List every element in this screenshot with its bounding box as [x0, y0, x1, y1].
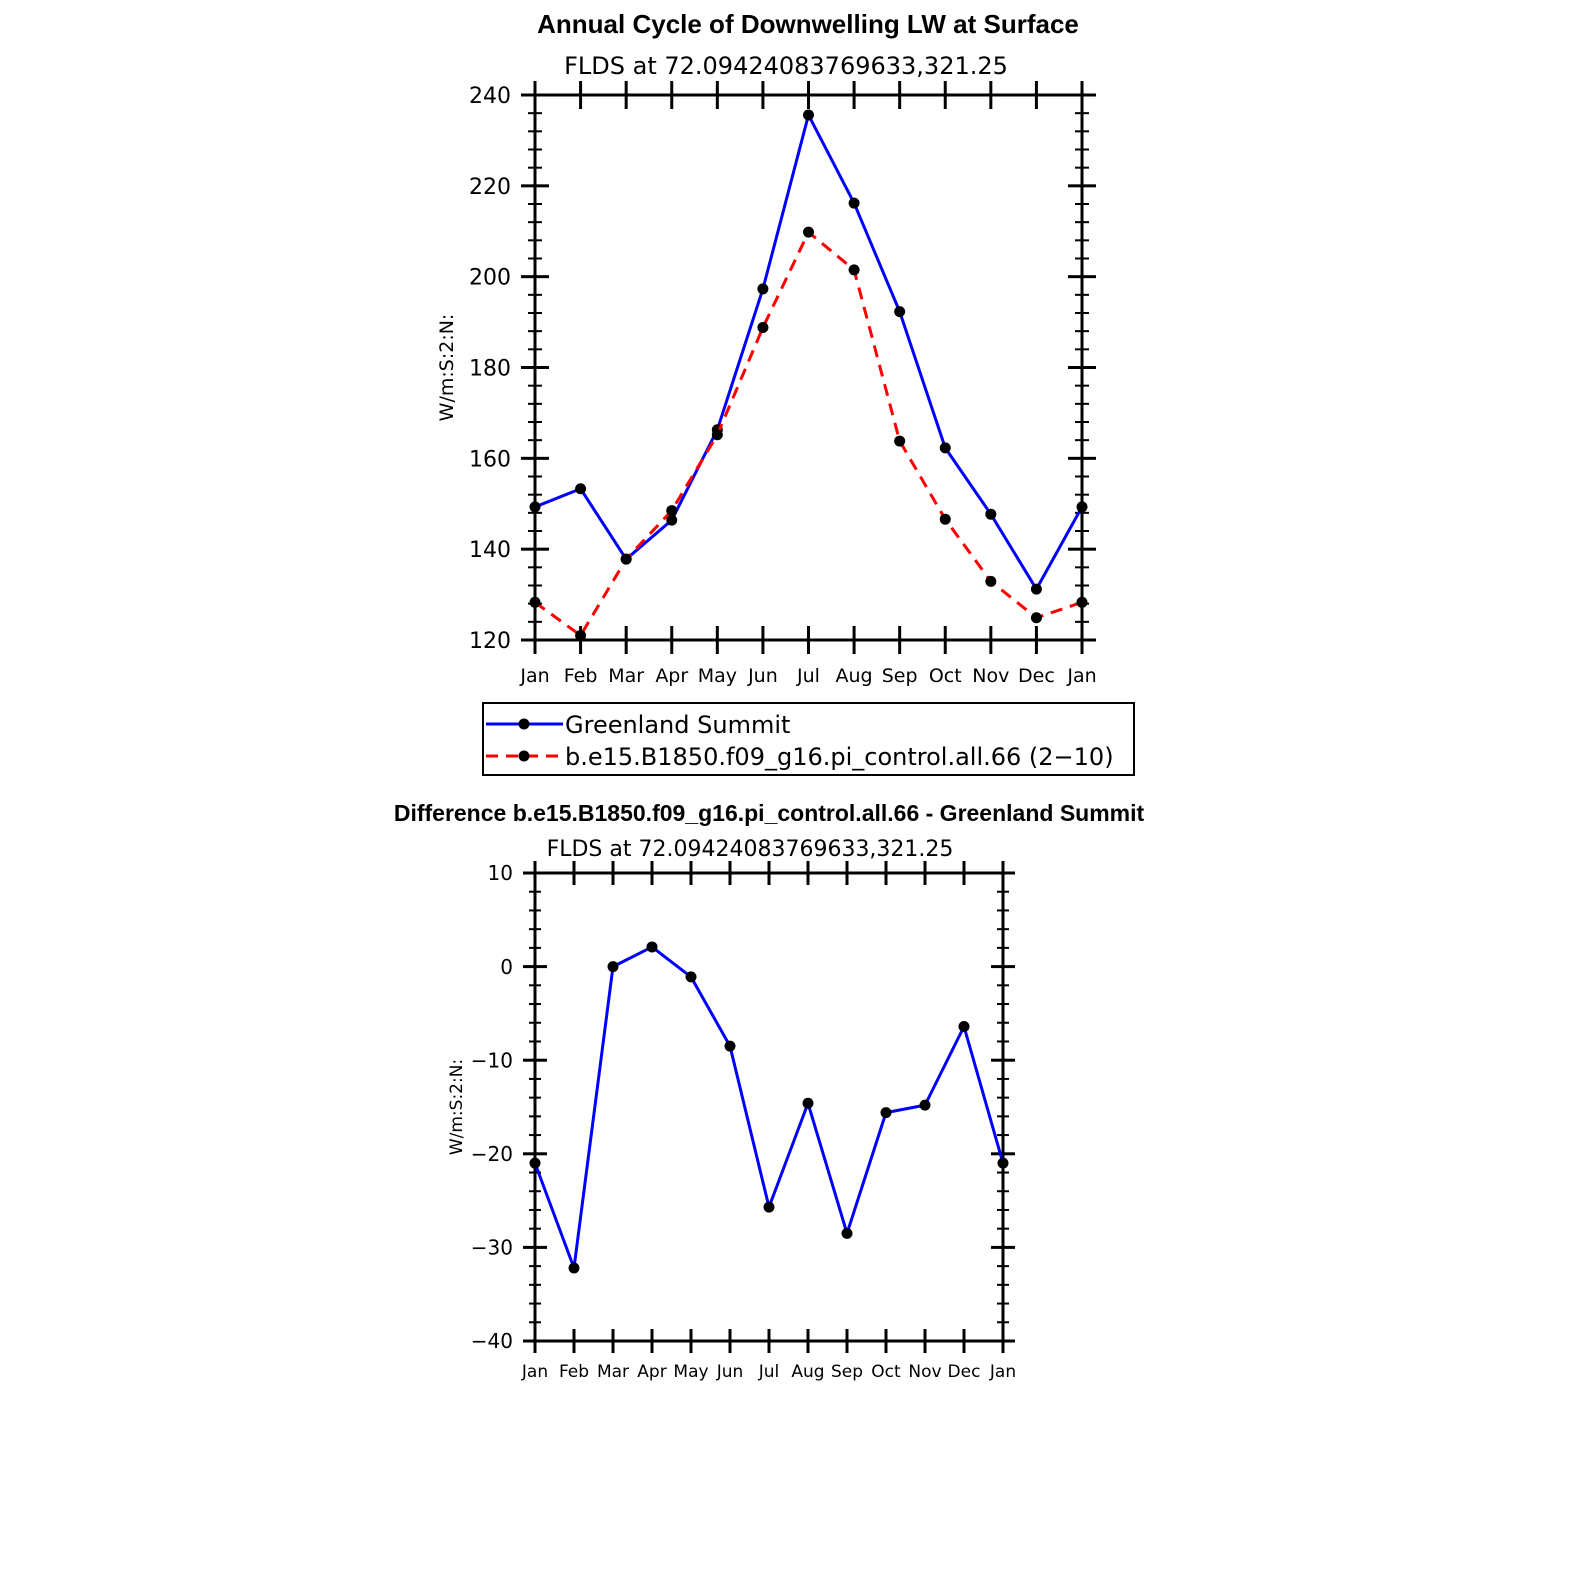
y-tick-label: −20 — [470, 1142, 513, 1166]
x-tick-label: Feb — [558, 1362, 590, 1382]
x-tick-label: Jan — [1067, 665, 1097, 687]
series-line-2 — [535, 232, 1082, 635]
y-tick-label: 180 — [469, 356, 511, 382]
series-1-point — [881, 1107, 892, 1118]
x-tick-label: Apr — [655, 665, 689, 687]
series-1-point — [686, 971, 697, 982]
legend-marker-2 — [519, 751, 530, 762]
series-2-point — [530, 597, 541, 608]
legend-marker-1 — [519, 719, 530, 730]
series-2-point — [712, 429, 723, 440]
chart-title: Annual Cycle of Downwelling LW at Surface — [537, 9, 1079, 39]
series-2-point — [757, 322, 768, 333]
y-axis-label: W/m:S:2:N: — [436, 313, 458, 422]
y-tick-label: 0 — [500, 954, 513, 979]
x-tick-label: May — [697, 665, 737, 687]
x-tick-label: Oct — [928, 665, 962, 687]
x-tick-label: Oct — [871, 1362, 901, 1382]
series-1-point — [803, 109, 814, 120]
x-tick-label: Jan — [521, 1362, 549, 1382]
y-tick-label: 160 — [469, 447, 511, 473]
x-tick-label: Jul — [797, 665, 820, 687]
x-tick-label: Mar — [596, 1362, 630, 1382]
series-1-point — [842, 1228, 853, 1239]
series-1-point — [569, 1262, 580, 1273]
series-1-point — [849, 198, 860, 209]
series-2-point — [1077, 597, 1088, 608]
legend-label-2: b.e15.B1850.f09_g16.pi_control.all.66 (2−10) — [565, 743, 1114, 771]
series-1-point — [998, 1158, 1009, 1169]
chart-subtitle: FLDS at 72.09424083769633,321.25 — [546, 837, 954, 862]
y-tick-label: 140 — [469, 538, 511, 564]
y-tick-label: 200 — [469, 265, 511, 291]
series-1-point — [959, 1021, 970, 1032]
x-tick-label: Mar — [608, 665, 645, 687]
series-1-point — [764, 1202, 775, 1213]
series-1-point — [530, 501, 541, 512]
x-tick-label: Apr — [637, 1362, 667, 1382]
x-tick-label: Nov — [908, 1362, 942, 1382]
series-1-point — [575, 483, 586, 494]
chart-title: Difference b.e15.B1850.f09_g16.pi_control.all.66 - Greenland Summit — [393, 800, 1145, 826]
series-1-point — [920, 1100, 931, 1111]
series-line-1 — [535, 947, 1003, 1268]
series-1-point — [894, 306, 905, 317]
series-line-1 — [535, 115, 1082, 589]
series-2-point — [666, 505, 677, 516]
chart-1 — [436, 9, 1134, 775]
series-1-point — [725, 1041, 736, 1052]
y-tick-label: −10 — [470, 1048, 513, 1073]
series-2-point — [940, 514, 951, 525]
x-tick-label: Jul — [758, 1362, 780, 1382]
x-tick-label: Jan — [520, 665, 550, 687]
series-1-point — [803, 1098, 814, 1109]
y-tick-label: 120 — [469, 628, 511, 654]
series-1-point — [1031, 584, 1042, 595]
x-tick-label: Jun — [748, 665, 778, 687]
x-tick-label: Sep — [830, 1362, 864, 1382]
chart-subtitle: FLDS at 72.09424083769633,321.25 — [564, 52, 1008, 80]
series-2-point — [621, 554, 632, 565]
x-tick-label: Dec — [947, 1362, 981, 1382]
series-2-point — [803, 227, 814, 238]
series-2-point — [894, 436, 905, 447]
series-2-point — [575, 630, 586, 641]
x-tick-label: Sep — [881, 665, 918, 687]
x-tick-label: May — [673, 1362, 709, 1382]
x-tick-label: Feb — [563, 665, 598, 687]
x-tick-label: Aug — [835, 665, 873, 687]
series-2-point — [985, 576, 996, 587]
plot-frame — [535, 873, 1003, 1341]
series-1-point — [757, 283, 768, 294]
legend-label-1: Greenland Summit — [565, 711, 791, 739]
series-1-point — [1077, 501, 1088, 512]
series-1-point — [647, 941, 658, 952]
series-1-point — [530, 1158, 541, 1169]
y-tick-label: −30 — [470, 1235, 513, 1260]
x-tick-label: Jun — [716, 1362, 744, 1382]
x-tick-label: Aug — [791, 1362, 825, 1382]
plot-frame — [535, 95, 1082, 640]
x-tick-label: Jan — [989, 1362, 1017, 1382]
series-2-point — [849, 264, 860, 275]
series-1-point — [985, 509, 996, 520]
y-tick-label: 240 — [469, 83, 511, 109]
series-2-point — [1031, 612, 1042, 623]
x-tick-label: Dec — [1018, 665, 1055, 687]
x-tick-label: Nov — [972, 665, 1010, 687]
legend — [483, 703, 1134, 775]
y-tick-label: 10 — [487, 861, 513, 886]
y-axis-label: W/m:S:2:N: — [447, 1058, 467, 1156]
series-1-point — [608, 961, 619, 972]
y-tick-label: −40 — [470, 1329, 513, 1354]
series-1-point — [940, 442, 951, 453]
y-tick-label: 220 — [469, 174, 511, 200]
chart-2 — [394, 800, 1145, 1382]
